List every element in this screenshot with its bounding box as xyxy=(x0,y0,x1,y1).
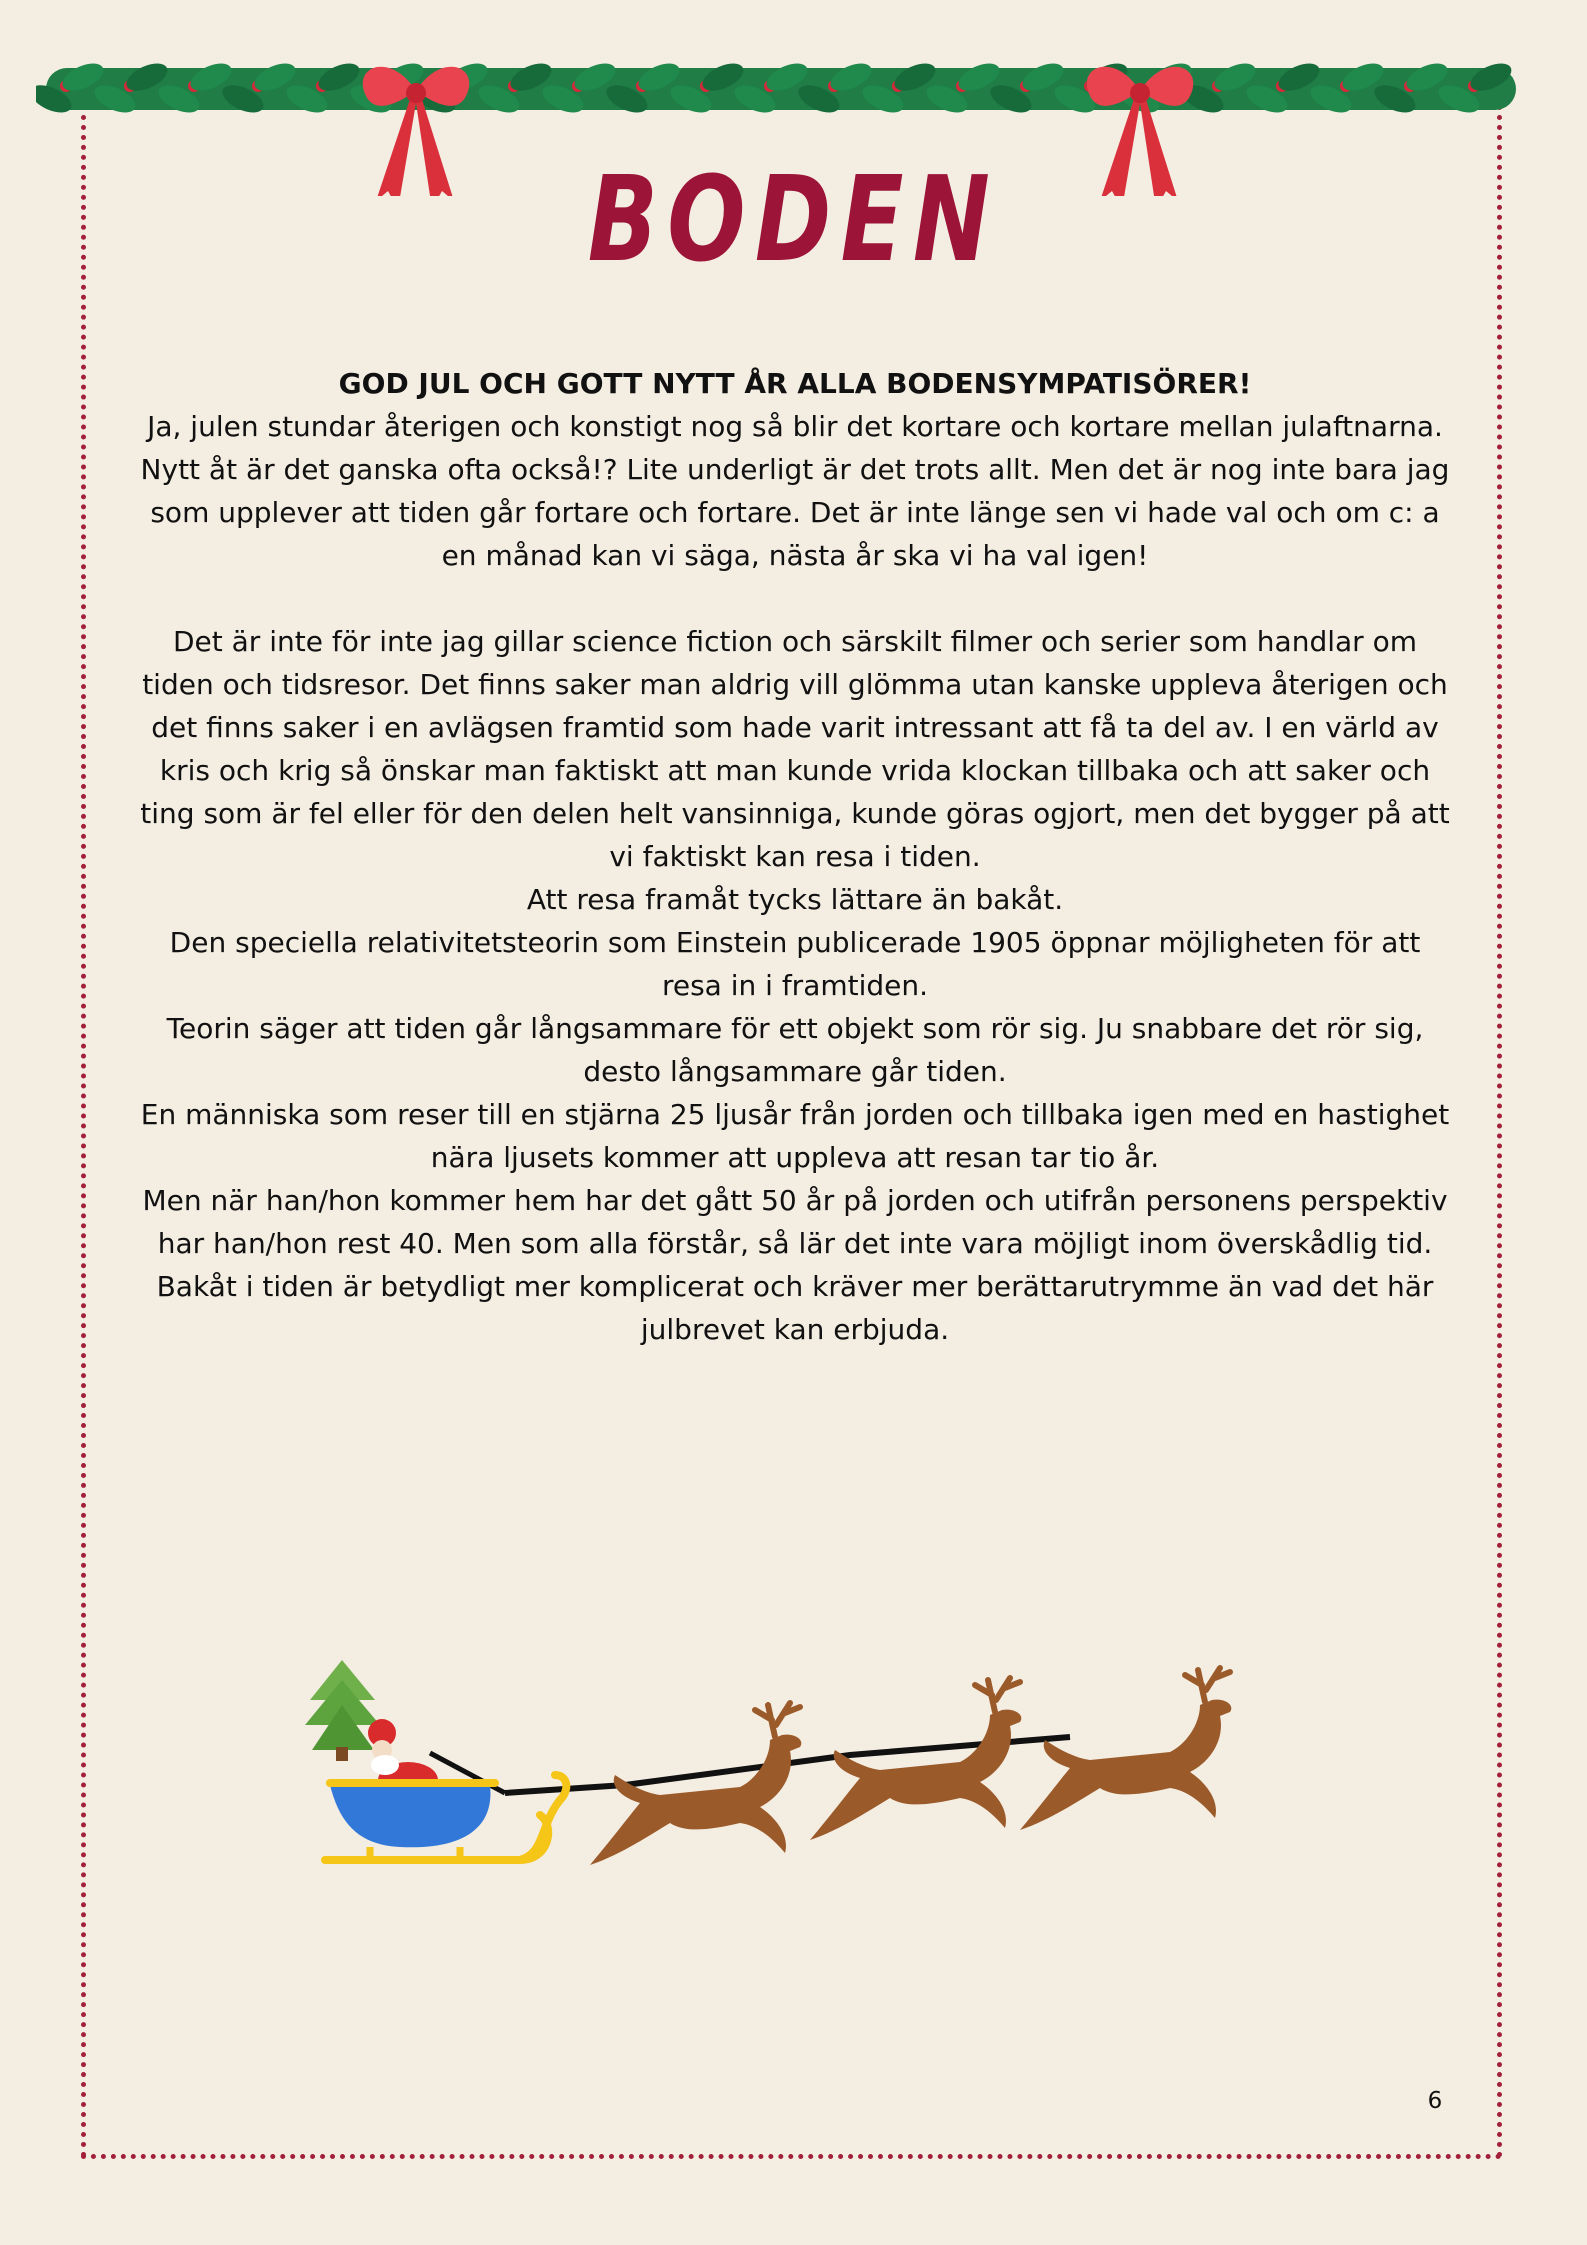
paragraph-forward: Att resa framåt tycks lättare än bakåt. xyxy=(526,883,1064,916)
paragraph-star-trip: En människa som reser till en stjärna 25 ljusår från jorden och tillbaka igen med en hastighet nära ljusets kommer att uppleva att resan tar tio år. xyxy=(140,1098,1450,1174)
letter-body xyxy=(140,362,1450,1351)
paragraph-conclusion: Men när han/hon kommer hem har det gått 50 år på jorden och utifrån personens perspektiv har han/hon rest 40. Men som alla förstår, så lär det inte vara möjligt inom överskådlig tid. Bakåt i tiden är betydligt mer komplicerat och kräver mer berättarutrymme än vad det här julbrevet kan erbjuda. xyxy=(142,1184,1448,1346)
paragraph-science-fiction: Det är inte för inte jag gillar science fiction och särskilt filmer och serier som handlar om tiden och tidsresor. Det finns saker man aldrig vill glömma utan kanske uppleva återigen och det finns saker i en avlägsen framtid som hade varit intressant att få ta del av. I en värld av kris och krig så önskar man faktiskt att man kunde vrida klockan tillbaka och att saker och ting som är fel eller för den delen helt vansinniga, kunde göras ogjort, men det bygger på att vi faktiskt kan resa i tiden. xyxy=(140,625,1450,873)
santa-sleigh-icon xyxy=(305,1660,566,1860)
paragraph-theory: Teorin säger att tiden går långsammare för ett objekt som rör sig. Ju snabbare det rör sig, desto långsammare går tiden. xyxy=(166,1012,1424,1088)
page-number: 6 xyxy=(1427,2088,1443,2114)
paragraph-gap xyxy=(140,577,1450,620)
reindeer-icon xyxy=(590,1703,801,1865)
reindeer-icon xyxy=(1020,1668,1231,1830)
paragraph-intro: Ja, julen stundar återigen och konstigt nog så blir det kortare och kortare mellan julaftnarna. Nytt åt är det ganska ofta också!? Lite underligt är det trots allt. Men det är nog inte bara jag som upplever att tiden går fortare och fortare. Det är inte länge sen vi hade val och om c: a en månad kan vi säga, nästa år ska vi ha val igen! xyxy=(140,410,1450,572)
page-title: BODEN xyxy=(587,150,1000,288)
greeting-heading: GOD JUL OCH GOTT NYTT ÅR ALLA BODENSYMPATISÖRER! xyxy=(338,367,1252,400)
santa-sleigh-illustration xyxy=(290,1625,1240,1885)
paragraph-relativity: Den speciella relativitetsteorin som Einstein publicerade 1905 öppnar möjligheten för att resa in i framtiden. xyxy=(169,926,1421,1002)
reindeer-icon xyxy=(810,1678,1021,1840)
